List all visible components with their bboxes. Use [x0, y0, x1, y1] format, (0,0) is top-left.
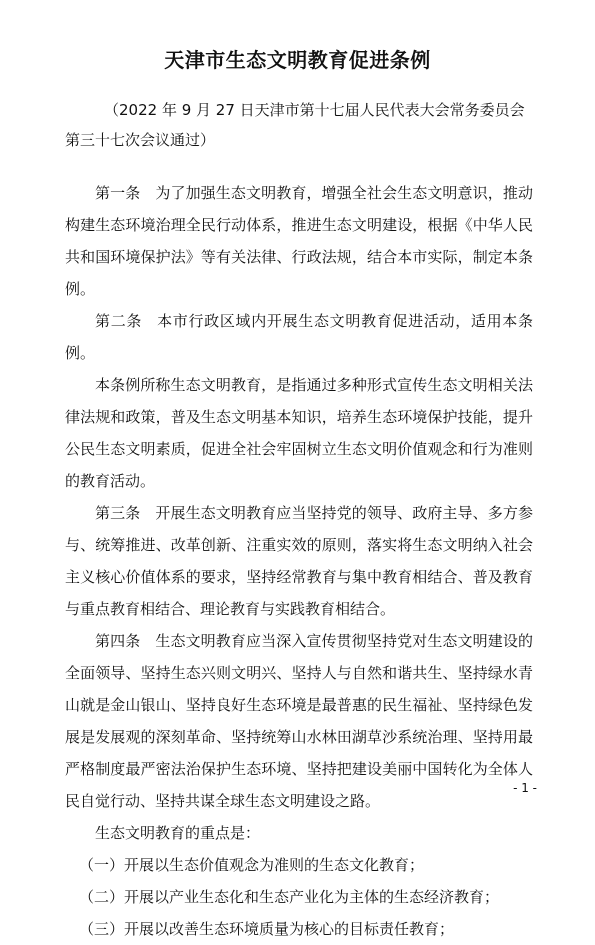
- adoption-note-line-1: （2022 年 9 月 27 日天津市第十七届人民代表大会常务委员会: [104, 101, 525, 119]
- article-number: 第一条: [95, 184, 141, 202]
- article-text: 开展生态文明教育应当坚持党的领导、政府主导、多方参与、统筹推进、改革创新、注重实效的原则，落实将生态文明纳入社会主义核心价值体系的要求，坚持经常教育与集中教育相结合、普及教育与重点教育相结合、理论教育与实践教育相结合。: [65, 504, 533, 618]
- article-3: [65, 497, 533, 625]
- page-number: - 1 -: [513, 781, 537, 795]
- document-body: [65, 177, 533, 945]
- focus-item: （二）开展以产业生态化和生态产业化为主体的生态经济教育；: [79, 888, 500, 906]
- focus-item: （一）开展以生态价值观念为准则的生态文化教育；: [79, 856, 425, 874]
- article-4: [65, 625, 533, 817]
- article-1: [65, 177, 533, 305]
- definition-paragraph: 本条例所称生态文明教育，是指通过多种形式宣传生态文明相关法律法规和政策，普及生态文明基本知识，培养生态环境保护技能，提升公民生态文明素质，促进全社会牢固树立生态文明价值观念和行为准则的教育活动。: [65, 376, 533, 490]
- adoption-note-line-2: 第三十七次会议通过）: [65, 131, 216, 149]
- article-number: 第三条: [95, 504, 141, 522]
- article-number: 第四条: [95, 632, 141, 650]
- focus-item: （三）开展以改善生态环境质量为核心的目标责任教育；: [79, 920, 455, 938]
- article-text: 本市行政区域内开展生态文明教育促进活动，适用本条例。: [65, 312, 533, 362]
- focus-intro: 生态文明教育的重点是：: [95, 824, 261, 842]
- article-text: 生态文明教育应当深入宣传贯彻坚持党对生态文明建设的全面领导、坚持生态兴则文明兴、坚持人与自然和谐共生、坚持绿水青山就是金山银山、坚持良好生态环境是最普惠的民生福祉、坚持绿色发展是发展观的深刻革命、坚持统筹山水林田湖草沙系统治理、坚持用最严格制度最严密法治保护生态环境、坚持把建设美丽中国转化为全体人民自觉行动、坚持共谋全球生态文明建设之路。: [65, 632, 533, 810]
- article-2: [65, 305, 533, 369]
- article-number: 第二条: [95, 312, 143, 330]
- document-title: 天津市生态文明教育促进条例: [164, 48, 431, 72]
- article-text: 为了加强生态文明教育，增强全社会生态文明意识，推动构建生态环境治理全民行动体系，推进生态文明建设，根据《中华人民共和国环境保护法》等有关法律、行政法规，结合本市实际，制定本条例。: [65, 184, 533, 298]
